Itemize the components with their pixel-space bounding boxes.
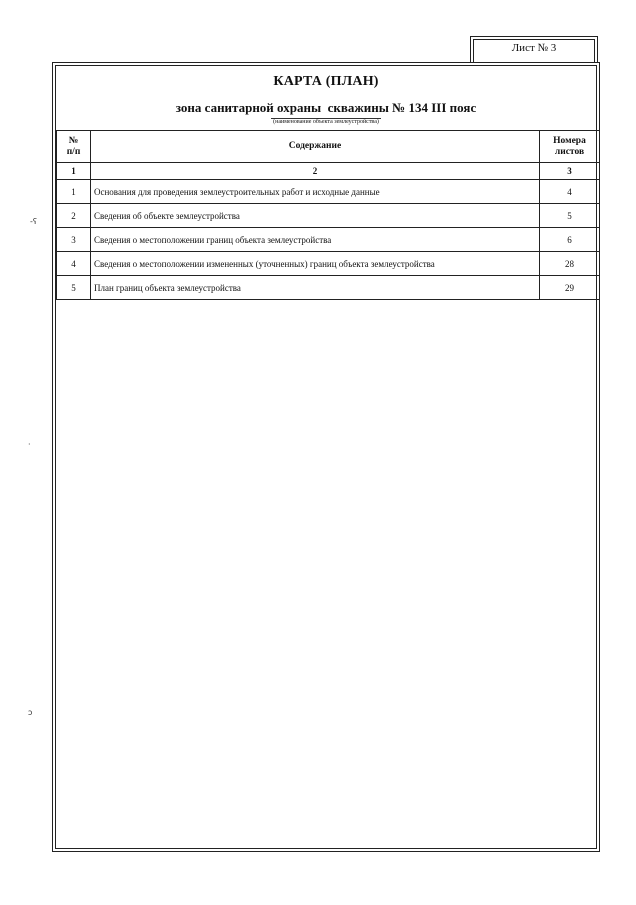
row-pages: 5 (540, 204, 600, 228)
contents-row (57, 252, 600, 276)
sheet-number-label: Лист № 3 (511, 42, 557, 54)
scan-mark: -ʕ (30, 217, 37, 226)
row-title: План границ объекта землеустройства (91, 276, 540, 300)
row-pages: 28 (540, 252, 600, 276)
header-pages: Номера листов (540, 131, 600, 163)
row-pages: 6 (540, 228, 600, 252)
document-frame-inner (55, 65, 597, 849)
sheet-number-box (470, 36, 598, 62)
row-pages: 29 (540, 276, 600, 300)
row-title: Сведения об объекте землеустройства (91, 204, 540, 228)
contents-body (57, 180, 600, 300)
row-number: 4 (57, 252, 91, 276)
object-caption (56, 118, 596, 126)
scan-mark: ↄ (28, 708, 33, 717)
object-caption-text: (наименование объекта землеустройства) (273, 119, 379, 125)
column-number: 2 (91, 163, 540, 180)
row-number: 5 (57, 276, 91, 300)
contents-header-row (57, 131, 600, 163)
row-number: 2 (57, 204, 91, 228)
row-number: 3 (57, 228, 91, 252)
header-number: № п/п (57, 131, 91, 163)
column-number-row (57, 163, 600, 180)
document-subtitle: зона санитарной охраны скважины № 134 III пояс (175, 100, 477, 115)
row-title: Сведения о местоположении границ объекта землеустройства (91, 228, 540, 252)
column-number: 3 (540, 163, 600, 180)
contents-table (56, 130, 600, 300)
contents-row (57, 228, 600, 252)
header-content: Содержание (91, 131, 540, 163)
document-frame (52, 62, 600, 852)
contents-row (57, 180, 600, 204)
document-title: КАРТА (ПЛАН) (273, 74, 379, 89)
column-number: 1 (57, 163, 91, 180)
row-pages: 4 (540, 180, 600, 204)
contents-row (57, 276, 600, 300)
row-number: 1 (57, 180, 91, 204)
row-title: Основания для проведения землеустроительных работ и исходные данные (91, 180, 540, 204)
scan-mark: · (28, 440, 31, 449)
contents-row (57, 204, 600, 228)
row-title: Сведения о местоположении измененных (уточненных) границ объекта землеустройства (91, 252, 540, 276)
